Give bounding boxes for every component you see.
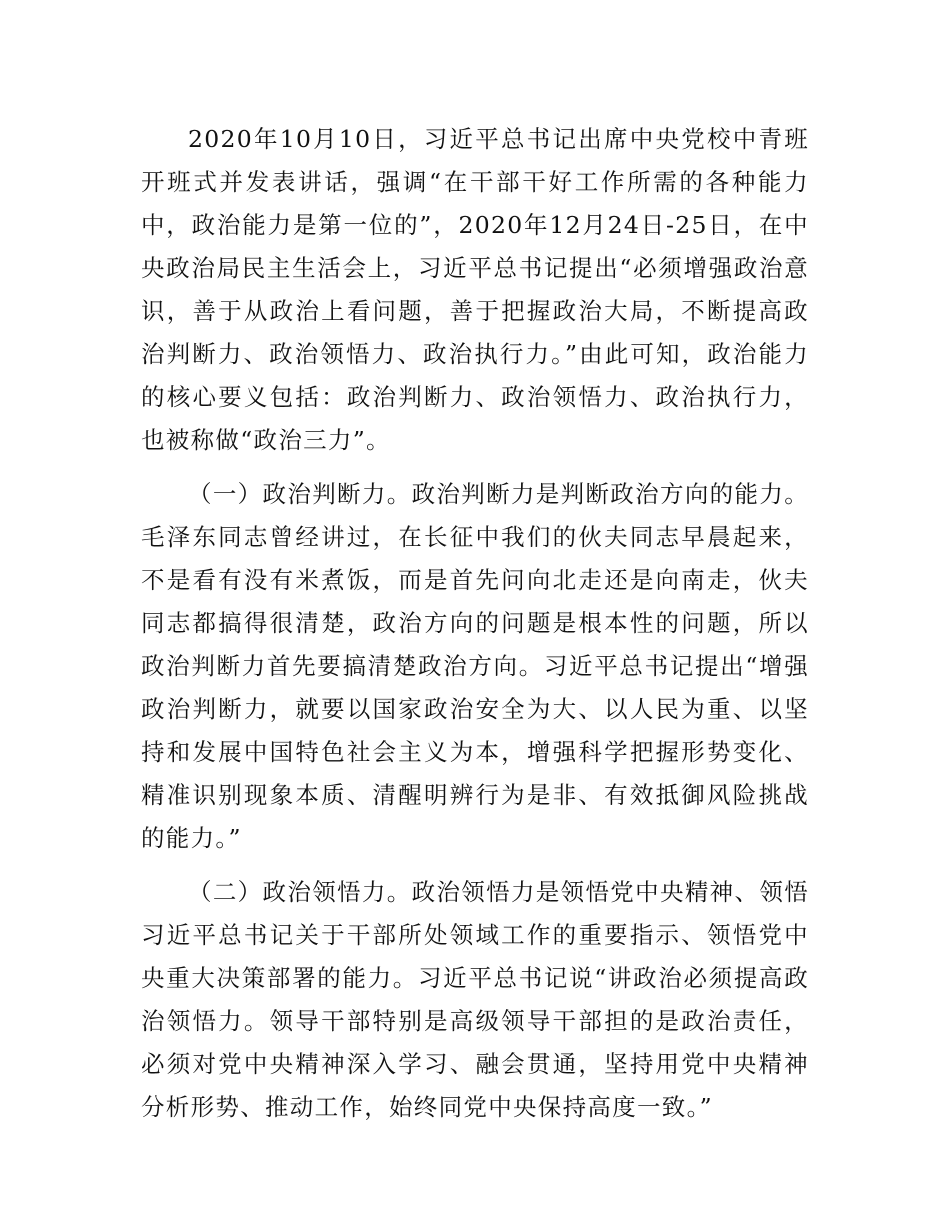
document-body: [141, 118, 809, 1140]
paragraph-political-capacity-intro: 2020年10月10日，习近平总书记出席中央党校中青班开班式并发表讲话，强调“在干部干好工作所需的各种能力中，政治能力是第一位的”，2020年12月24日-25日，在中央政治局民主生活会上，习近平总书记提出“必须增强政治意识，善于从政治上看问题，善于把握政治大局，不断提高政治判断力、政治领悟力、政治执行力。”由此可知，政治能力的核心要义包括：政治判断力、政治领悟力、政治执行力，也被称做“政治三力”。: [141, 125, 809, 454]
paragraph-political-comprehension: （二）政治领悟力。政治领悟力是领悟党中央精神、领悟习近平总书记关于干部所处领域工作的重要指示、领悟党中央重大决策部署的能力。习近平总书记说“讲政治必须提高政治领悟力。领导干部特别是高级领导干部担的是政治责任，必须对党中央精神深入学习、融会贯通，坚持用党中央精神分析形势、推动工作，始终同党中央保持高度一致。”: [141, 878, 809, 1121]
paragraph-political-judgment: （一）政治判断力。政治判断力是判断政治方向的能力。毛泽东同志曾经讲过，在长征中我们的伙夫同志早晨起来，不是看有没有米煮饭，而是首先问向北走还是向南走，伙夫同志都搞得很清楚，政治方向的问题是根本性的问题，所以政治判断力首先要搞清楚政治方向。习近平总书记提出“增强政治判断力，就要以国家政治安全为大、以人民为重、以坚持和发展中国特色社会主义为本，增强科学把握形势变化、精准识别现象本质、清醒明辨行为是非、有效抵御风险挑战的能力。”: [141, 480, 809, 852]
